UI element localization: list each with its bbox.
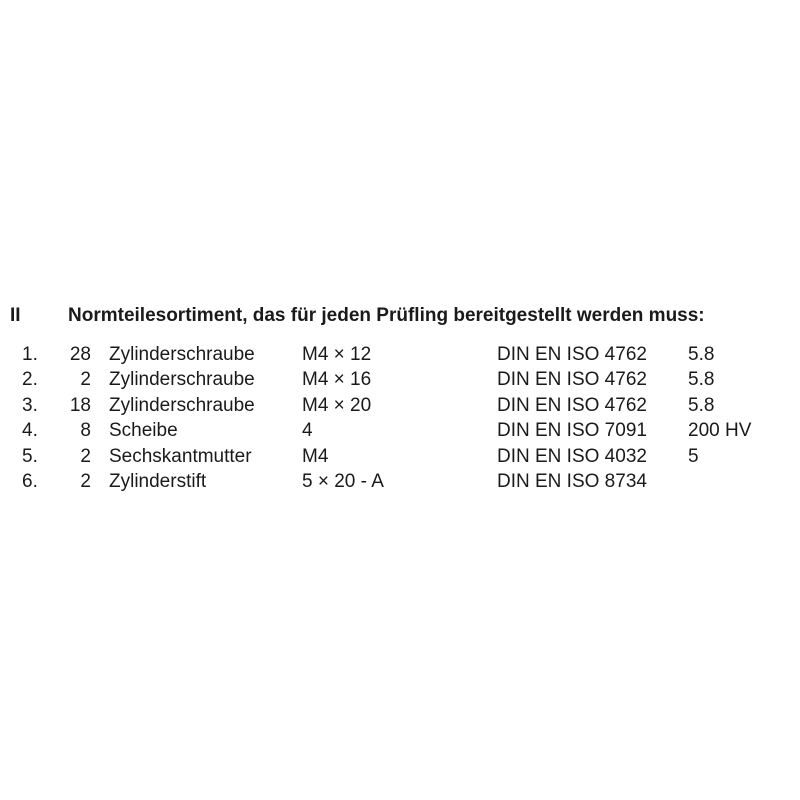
- table-row: [0, 342, 800, 367]
- part-name: Zylinderstift: [109, 470, 207, 492]
- part-name: Sechskantmutter: [109, 445, 252, 467]
- part-standard: DIN EN ISO 4762: [497, 394, 647, 416]
- part-name: Scheibe: [109, 420, 178, 442]
- part-standard: DIN EN ISO 4762: [497, 344, 647, 365]
- part-standard: DIN EN ISO 7091: [497, 420, 647, 442]
- strength-grade: 5.8: [688, 369, 715, 391]
- strength-grade: 5.8: [688, 344, 715, 365]
- part-standard: DIN EN ISO 4032: [497, 445, 647, 467]
- quantity: 2: [80, 445, 91, 467]
- part-size: M4 × 20: [302, 394, 372, 416]
- position-number: 4.: [22, 420, 38, 442]
- part-name: Zylinderschraube: [109, 394, 255, 416]
- part-standard: DIN EN ISO 4762: [497, 369, 647, 391]
- part-standard: DIN EN ISO 8734: [497, 470, 647, 492]
- position-number: 2.: [22, 369, 38, 391]
- strength-grade: 5.8: [688, 394, 715, 416]
- table-row: [0, 469, 800, 494]
- part-size: M4 × 12: [302, 344, 372, 365]
- part-name: Zylinderschraube: [109, 369, 255, 391]
- part-size: M4 × 16: [302, 369, 372, 391]
- quantity: 2: [80, 470, 91, 492]
- part-size: M4: [302, 445, 329, 467]
- table-row: [0, 418, 800, 443]
- strength-grade: 5: [688, 445, 699, 467]
- position-number: 6.: [22, 470, 38, 492]
- quantity: 18: [69, 394, 91, 416]
- section-number: II: [10, 305, 21, 326]
- strength-grade: 200 HV: [688, 420, 752, 442]
- quantity: 8: [80, 420, 91, 442]
- part-size: 4: [302, 420, 313, 442]
- part-size: 5 × 20 - A: [302, 470, 384, 492]
- position-number: 3.: [22, 394, 38, 416]
- quantity: 28: [69, 344, 91, 365]
- position-number: 1.: [22, 344, 38, 365]
- quantity: 2: [80, 369, 91, 391]
- table-row: [0, 367, 800, 392]
- part-name: Zylinderschraube: [109, 344, 255, 365]
- parts-table: [0, 342, 800, 494]
- table-row: [0, 444, 800, 469]
- table-row: [0, 393, 800, 418]
- section-title: Normteilesortiment, das für jeden Prüfling bereitgestellt werden muss:: [68, 305, 705, 326]
- position-number: 5.: [22, 445, 38, 467]
